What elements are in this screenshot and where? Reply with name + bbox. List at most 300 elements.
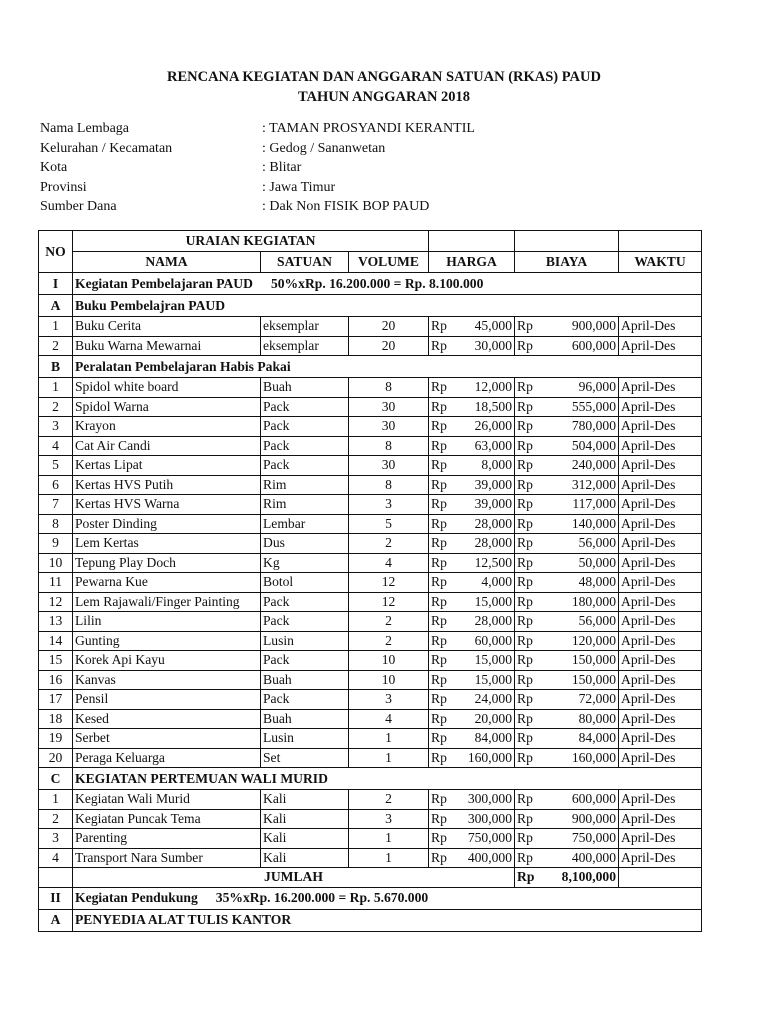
item-waktu: April-Des [619,829,702,849]
table-row [39,729,702,749]
section-title-text: Kegiatan Pendukung [75,890,198,905]
table-row [39,475,702,495]
item-biaya-currency: Rp [515,417,545,437]
item-biaya-currency: Rp [515,748,545,768]
section-row [39,909,702,931]
item-waktu: April-Des [619,748,702,768]
header-uraian: URAIAN KEGIATAN [73,231,429,252]
item-waktu: April-Des [619,397,702,417]
item-biaya: 504,000 [545,436,619,456]
item-harga-currency: Rp [429,514,459,534]
item-waktu: April-Des [619,475,702,495]
item-volume: 1 [349,748,429,768]
item-biaya: 750,000 [545,829,619,849]
item-biaya: 50,000 [545,553,619,573]
section-number: A [39,295,73,317]
section-title [73,295,702,317]
item-no: 2 [39,809,73,829]
item-biaya-currency: Rp [515,592,545,612]
item-biaya-currency: Rp [515,573,545,593]
item-no: 3 [39,417,73,437]
item-biaya: 80,000 [545,709,619,729]
table-row [39,436,702,456]
item-biaya-currency: Rp [515,378,545,398]
item-waktu: April-Des [619,573,702,593]
item-harga-currency: Rp [429,475,459,495]
item-satuan: Pack [261,651,349,671]
info-row [40,121,475,141]
item-no: 6 [39,475,73,495]
header-blank [515,231,619,252]
item-waktu: April-Des [619,670,702,690]
item-nama: Transport Nara Sumber [73,848,261,868]
item-satuan: Lembar [261,514,349,534]
item-satuan: eksemplar [261,317,349,337]
item-waktu: April-Des [619,317,702,337]
item-no: 19 [39,729,73,749]
item-satuan: Kali [261,790,349,810]
table-row [39,317,702,337]
table-row [39,336,702,356]
item-no: 2 [39,397,73,417]
section-title-text: Buku Pembelajran PAUD [75,297,226,313]
item-satuan: Pack [261,690,349,710]
item-nama: Kegiatan Puncak Tema [73,809,261,829]
item-biaya-currency: Rp [515,397,545,417]
info-row [40,160,475,180]
item-biaya-currency: Rp [515,534,545,554]
table-row [39,631,702,651]
item-harga-currency: Rp [429,436,459,456]
section-title-text: Peralatan Pembelajaran Habis Pakai [75,358,291,374]
item-biaya-currency: Rp [515,790,545,810]
item-nama: Kesed [73,709,261,729]
table-row [39,748,702,768]
header-no: NO [39,231,73,273]
table-row [39,709,702,729]
section-title [73,909,702,931]
item-nama: Poster Dinding [73,514,261,534]
item-biaya-currency: Rp [515,651,545,671]
item-waktu: April-Des [619,651,702,671]
item-harga: 24,000 [459,690,515,710]
item-biaya: 600,000 [545,336,619,356]
item-no: 4 [39,848,73,868]
item-biaya: 160,000 [545,748,619,768]
table-row [39,790,702,810]
item-waktu: April-Des [619,514,702,534]
table-row [39,829,702,849]
section-row [39,273,702,295]
item-nama: Pewarna Kue [73,573,261,593]
item-biaya-currency: Rp [515,829,545,849]
item-nama: Spidol Warna [73,397,261,417]
item-harga: 4,000 [459,573,515,593]
item-harga: 28,000 [459,534,515,554]
section-number: I [39,273,73,295]
table-row [39,534,702,554]
item-satuan: Buah [261,670,349,690]
total-blank [619,868,702,888]
item-harga-currency: Rp [429,829,459,849]
item-biaya: 120,000 [545,631,619,651]
header-blank [429,231,515,252]
total-label: JUMLAH [73,868,515,888]
item-biaya: 72,000 [545,690,619,710]
item-volume: 1 [349,829,429,849]
item-volume: 8 [349,436,429,456]
item-volume: 2 [349,790,429,810]
item-biaya-currency: Rp [515,612,545,632]
table-row [39,514,702,534]
section-title [73,887,702,909]
item-harga-currency: Rp [429,495,459,515]
item-biaya-currency: Rp [515,631,545,651]
header-blank [619,231,702,252]
item-satuan: Rim [261,475,349,495]
header-row-2 [39,252,702,273]
item-harga-currency: Rp [429,456,459,476]
item-no: 2 [39,336,73,356]
section-title [73,273,702,295]
info-label: Provinsi [40,179,87,195]
item-biaya-currency: Rp [515,475,545,495]
item-nama: Parenting [73,829,261,849]
item-no: 5 [39,456,73,476]
item-nama: Peraga Keluarga [73,748,261,768]
table-row [39,573,702,593]
info-value: : Jawa Timur [262,179,336,195]
header-biaya: BIAYA [515,252,619,273]
item-no: 3 [39,829,73,849]
item-waktu: April-Des [619,729,702,749]
item-nama: Kertas HVS Warna [73,495,261,515]
table-row [39,848,702,868]
item-harga: 63,000 [459,436,515,456]
item-harga-currency: Rp [429,790,459,810]
item-biaya: 117,000 [545,495,619,515]
info-value: : TAMAN PROSYANDI KERANTIL [262,121,475,136]
item-no: 18 [39,709,73,729]
item-biaya-currency: Rp [515,848,545,868]
item-no: 4 [39,436,73,456]
item-satuan: Pack [261,592,349,612]
item-waktu: April-Des [619,534,702,554]
table-row [39,670,702,690]
item-waktu: April-Des [619,709,702,729]
section-number: B [39,356,73,378]
item-biaya: 150,000 [545,651,619,671]
item-satuan: Botol [261,573,349,593]
info-value: : Gedog / Sananwetan [262,140,386,156]
item-nama: Kertas HVS Putih [73,475,261,495]
section-row [39,295,702,317]
item-waktu: April-Des [619,809,702,829]
total-row [39,868,702,888]
item-harga-currency: Rp [429,809,459,829]
item-biaya: 84,000 [545,729,619,749]
item-satuan: Pack [261,612,349,632]
info-label: Nama Lembaga [40,121,130,136]
info-row [40,199,475,219]
item-no: 13 [39,612,73,632]
item-no: 15 [39,651,73,671]
item-biaya: 96,000 [545,378,619,398]
item-harga-currency: Rp [429,378,459,398]
section-number: C [39,768,73,790]
item-harga: 12,000 [459,378,515,398]
item-waktu: April-Des [619,631,702,651]
item-harga-currency: Rp [429,336,459,356]
item-harga: 28,000 [459,612,515,632]
budget-table [38,230,702,932]
item-harga-currency: Rp [429,709,459,729]
info-row [40,141,475,161]
item-nama: Buku Cerita [73,317,261,337]
item-volume: 20 [349,317,429,337]
item-satuan: Kali [261,848,349,868]
item-no: 20 [39,748,73,768]
item-harga: 300,000 [459,809,515,829]
item-harga: 39,000 [459,495,515,515]
item-waktu: April-Des [619,436,702,456]
item-biaya: 312,000 [545,475,619,495]
info-label: Kota [40,160,68,175]
item-harga-currency: Rp [429,631,459,651]
table-row [39,612,702,632]
document-title: RENCANA KEGIATAN DAN ANGGARAN SATUAN (RKAS) PAUD [167,69,601,85]
item-biaya-currency: Rp [515,553,545,573]
document-subtitle: TAHUN ANGGARAN 2018 [297,89,471,105]
item-volume: 1 [349,848,429,868]
item-biaya: 56,000 [545,612,619,632]
item-harga: 39,000 [459,475,515,495]
item-harga-currency: Rp [429,651,459,671]
item-biaya-currency: Rp [515,729,545,749]
item-harga: 20,000 [459,709,515,729]
item-waktu: April-Des [619,495,702,515]
table-row [39,397,702,417]
item-biaya: 150,000 [545,670,619,690]
header-nama: NAMA [73,252,261,273]
item-nama: Kertas Lipat [73,456,261,476]
item-volume: 4 [349,553,429,573]
item-no: 14 [39,631,73,651]
item-biaya-currency: Rp [515,317,545,337]
item-no: 7 [39,495,73,515]
total-currency: Rp [515,868,545,888]
item-biaya-currency: Rp [515,809,545,829]
item-harga-currency: Rp [429,417,459,437]
header-row-1 [39,231,702,252]
item-nama: Lem Rajawali/Finger Painting [73,592,261,612]
item-harga-currency: Rp [429,729,459,749]
item-volume: 10 [349,651,429,671]
item-nama: Kegiatan Wali Murid [73,790,261,810]
item-volume: 20 [349,336,429,356]
section-title-text: Kegiatan Pembelajaran PAUD [75,275,253,291]
item-harga: 8,000 [459,456,515,476]
header-harga: HARGA [429,252,515,273]
item-no: 1 [39,317,73,337]
item-biaya: 240,000 [545,456,619,476]
item-no: 11 [39,573,73,593]
item-nama: Kanvas [73,670,261,690]
item-waktu: April-Des [619,790,702,810]
item-no: 1 [39,790,73,810]
section-row [39,887,702,909]
total-value: 8,100,000 [545,868,619,888]
item-nama: Krayon [73,417,261,437]
section-title [73,356,702,378]
item-harga: 160,000 [459,748,515,768]
item-biaya: 140,000 [545,514,619,534]
item-harga-currency: Rp [429,534,459,554]
item-harga-currency: Rp [429,612,459,632]
item-harga: 400,000 [459,848,515,868]
item-harga: 18,500 [459,397,515,417]
item-nama: Tepung Play Doch [73,553,261,573]
item-volume: 3 [349,809,429,829]
item-satuan: Pack [261,456,349,476]
item-harga-currency: Rp [429,670,459,690]
table-row [39,690,702,710]
item-no: 12 [39,592,73,612]
item-volume: 2 [349,612,429,632]
item-nama: Lem Kertas [73,534,261,554]
item-satuan: Kg [261,553,349,573]
section-title-text: KEGIATAN PERTEMUAN WALI MURID [75,770,328,786]
item-no: 1 [39,378,73,398]
section-formula: 35%xRp. 16.200.000 = Rp. 5.670.000 [215,890,429,905]
item-nama: Spidol white board [73,378,261,398]
item-satuan: Buah [261,709,349,729]
item-no: 17 [39,690,73,710]
item-nama: Pensil [73,690,261,710]
item-volume: 30 [349,397,429,417]
item-harga: 15,000 [459,592,515,612]
item-harga-currency: Rp [429,573,459,593]
header-satuan: SATUAN [261,252,349,273]
table-row [39,809,702,829]
item-satuan: Pack [261,436,349,456]
item-biaya: 600,000 [545,790,619,810]
item-waktu: April-Des [619,417,702,437]
item-nama: Buku Warna Mewarnai [73,336,261,356]
item-waktu: April-Des [619,553,702,573]
item-satuan: Set [261,748,349,768]
table-row [39,417,702,437]
item-harga-currency: Rp [429,317,459,337]
table-row [39,495,702,515]
item-satuan: Lusin [261,729,349,749]
item-volume: 30 [349,456,429,476]
item-satuan: Dus [261,534,349,554]
item-satuan: Kali [261,829,349,849]
item-nama: Serbet [73,729,261,749]
section-formula: 50%xRp. 16.200.000 = Rp. 8.100.000 [270,275,484,291]
item-biaya-currency: Rp [515,456,545,476]
item-no: 16 [39,670,73,690]
item-biaya: 48,000 [545,573,619,593]
item-nama: Korek Api Kayu [73,651,261,671]
item-satuan: Rim [261,495,349,515]
item-nama: Lilin [73,612,261,632]
info-row [40,180,475,200]
section-number: II [39,887,73,909]
item-harga: 45,000 [459,317,515,337]
item-no: 8 [39,514,73,534]
item-biaya: 900,000 [545,809,619,829]
item-biaya-currency: Rp [515,709,545,729]
item-biaya-currency: Rp [515,336,545,356]
item-harga: 30,000 [459,336,515,356]
item-harga: 60,000 [459,631,515,651]
item-harga-currency: Rp [429,690,459,710]
item-biaya-currency: Rp [515,436,545,456]
item-harga: 750,000 [459,829,515,849]
item-harga: 26,000 [459,417,515,437]
table-row [39,592,702,612]
item-harga: 300,000 [459,790,515,810]
item-waktu: April-Des [619,378,702,398]
item-volume: 8 [349,378,429,398]
item-satuan: Pack [261,417,349,437]
item-harga-currency: Rp [429,592,459,612]
item-biaya-currency: Rp [515,670,545,690]
info-label: Sumber Dana [40,199,117,214]
item-harga: 15,000 [459,670,515,690]
info-label: Kelurahan / Kecamatan [40,140,173,156]
item-biaya-currency: Rp [515,690,545,710]
item-harga: 12,500 [459,553,515,573]
item-volume: 12 [349,592,429,612]
item-volume: 8 [349,475,429,495]
item-volume: 12 [349,573,429,593]
item-no: 9 [39,534,73,554]
item-harga: 28,000 [459,514,515,534]
item-biaya: 780,000 [545,417,619,437]
item-biaya-currency: Rp [515,495,545,515]
total-blank [39,868,73,888]
item-volume: 30 [349,417,429,437]
item-biaya: 400,000 [545,848,619,868]
section-row [39,356,702,378]
header-waktu: WAKTU [619,252,702,273]
item-harga: 84,000 [459,729,515,749]
item-satuan: Kali [261,809,349,829]
item-volume: 4 [349,709,429,729]
table-row [39,456,702,476]
item-satuan: Lusin [261,631,349,651]
table-row [39,378,702,398]
section-number: A [39,909,73,931]
item-satuan: eksemplar [261,336,349,356]
section-title-text: PENYEDIA ALAT TULIS KANTOR [75,912,292,927]
item-waktu: April-Des [619,848,702,868]
table-row [39,651,702,671]
item-nama: Cat Air Candi [73,436,261,456]
item-waktu: April-Des [619,592,702,612]
item-harga-currency: Rp [429,748,459,768]
item-volume: 5 [349,514,429,534]
item-biaya-currency: Rp [515,514,545,534]
item-harga-currency: Rp [429,397,459,417]
item-waktu: April-Des [619,336,702,356]
item-volume: 2 [349,534,429,554]
item-nama: Gunting [73,631,261,651]
item-no: 10 [39,553,73,573]
